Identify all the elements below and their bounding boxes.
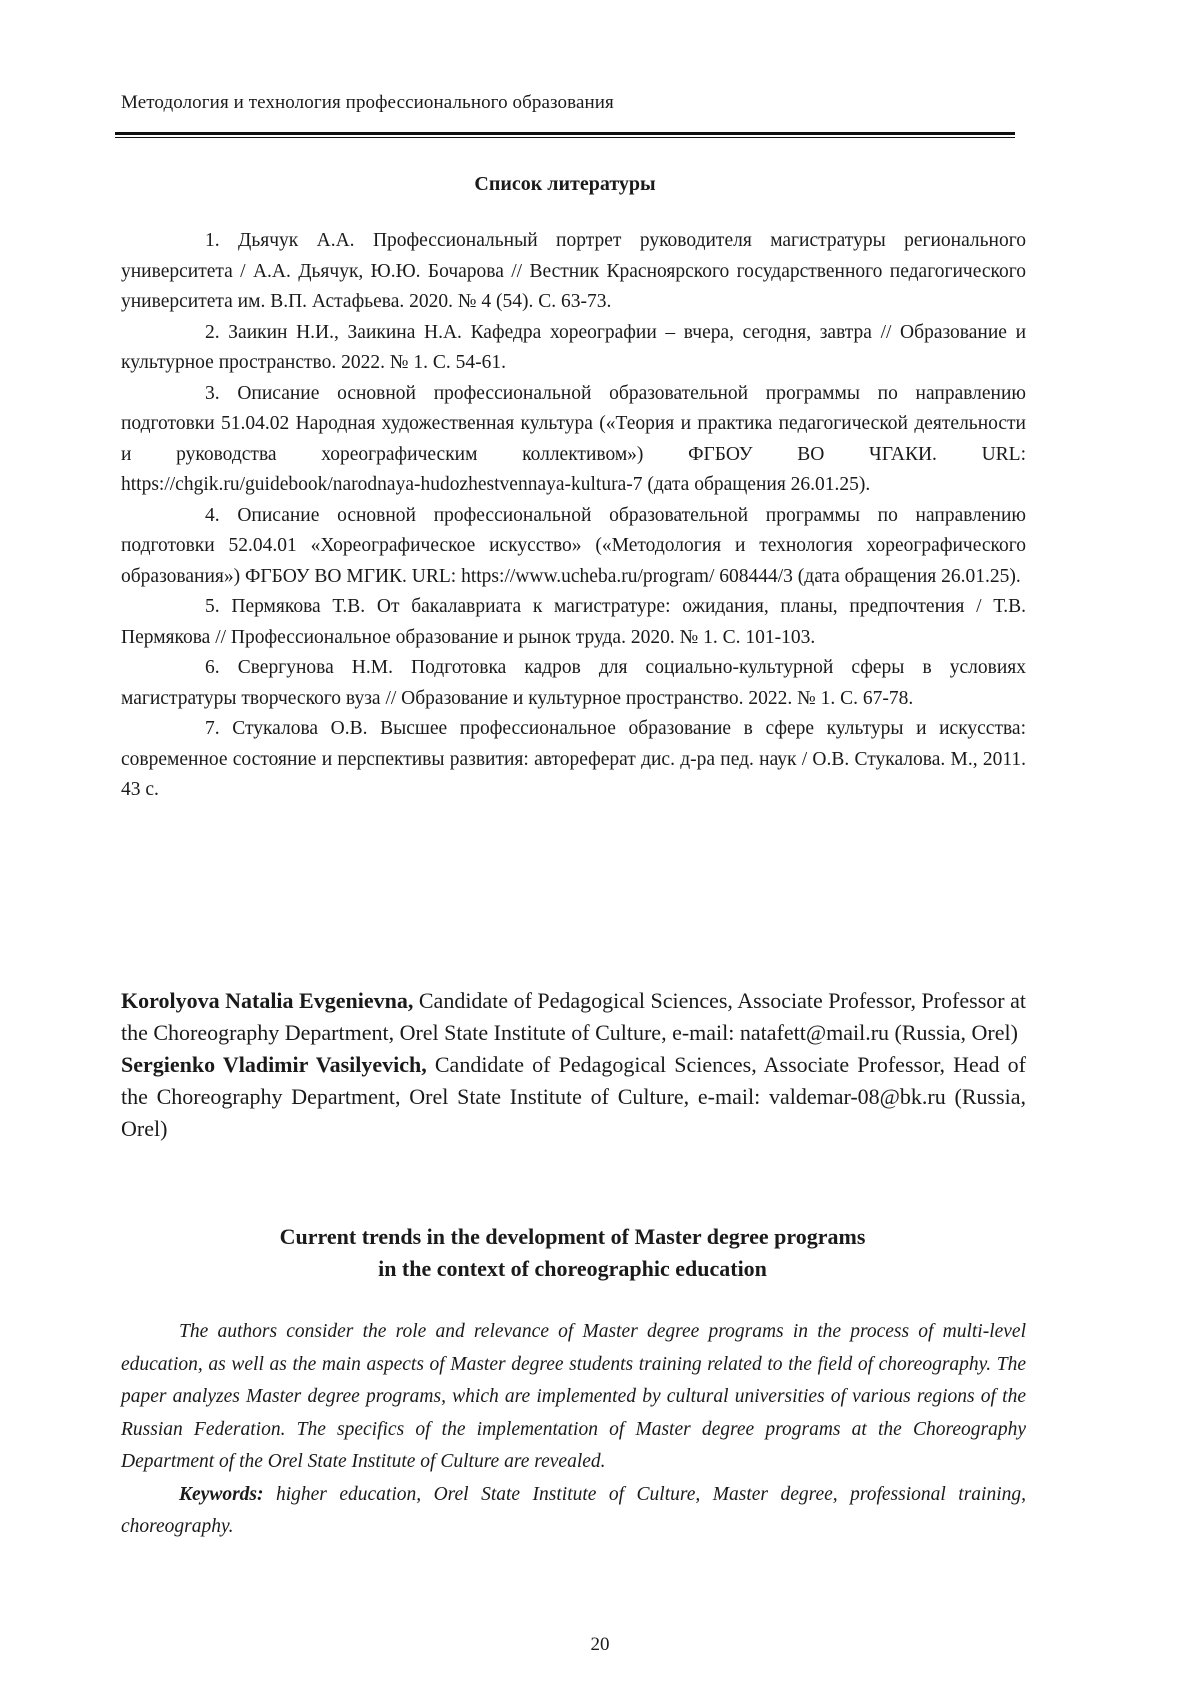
reference-text: Описание основной профессиональной образовательной программы по направлению подготовки 51.04.02 Народная художественная культура («Теория и практика педагогической деятельности и руководства хореографическим коллективом») ФГБОУ ВО ЧГАКИ. URL: https://chgik.ru/guidebook/narodnaya-hudozhestvennaya-kultura-7 (дата обращения 26.01.25). <box>121 382 1026 495</box>
author-details: Candidate of Pedagogical Sciences, Associate Professor, Professor at the Choreography Department, Orel State Institute of Culture, e-mail: natafett@mail.ru (Russia, Orel) <box>121 988 1026 1045</box>
header-rule-thick <box>115 132 1015 135</box>
author-name: Sergienko Vladimir Vasilyevich, <box>121 1052 427 1077</box>
author-details: Candidate of Pedagogical Sciences, Associate Professor, Head of the Choreography Department, Orel State Institute of Culture, e-mail: valdemar-08@bk.ru (Russia, Orel) <box>121 1052 1026 1141</box>
english-title-line: Current trends in the development of Master degree programs <box>279 1224 866 1249</box>
reference-item <box>121 226 1026 318</box>
reference-number: 5. <box>205 596 220 617</box>
header-rule-thin <box>115 137 1015 138</box>
references-heading: Список литературы <box>474 173 656 195</box>
reference-text: Дьячук А.А. Профессиональный портрет руководителя магистратуры регионального университета / А.А. Дьячук, Ю.Ю. Бочарова // Вестник Красноярского государственного педагогического университета им. В.П. Астафьева. 2020. № 4 (54). С. 63-73. <box>121 230 1027 312</box>
references-list <box>121 226 1026 806</box>
running-head: Методология и технология профессионального образования <box>121 92 614 113</box>
author-info <box>121 985 1026 1145</box>
author-entry <box>121 985 1026 1049</box>
reference-text: Заикин Н.И., Заикина Н.А. Кафедра хореографии – вчера, сегодня, завтра // Образование и культурное пространство. 2022. № 1. С. 54-61. <box>121 321 1027 373</box>
reference-number: 3. <box>205 382 220 404</box>
page-number: 20 <box>590 1634 610 1655</box>
english-title <box>115 1221 1030 1285</box>
author-name: Korolyova Natalia Evgenievna, <box>121 988 414 1013</box>
keywords-line <box>121 1479 1026 1544</box>
reference-text: Свергунова Н.М. Подготовка кадров для социально-культурной сферы в условиях магистратуры творческого вуза // Образование и культурное пространство. 2022. № 1. С. 67-78. <box>121 657 1026 709</box>
keywords-label: Keywords: <box>179 1483 264 1505</box>
reference-text: Описание основной профессиональной образовательной программы по направлению подготовки 52.04.01 «Хореографическое искусство» («Методология и технология хореографического образования») ФГБОУ ВО МГИК. URL: https://www.ucheba.ru/program/ 608444/3 (дата обращения 26.01.25). <box>121 504 1026 587</box>
reference-item <box>121 592 1026 653</box>
reference-number: 1. <box>205 230 220 251</box>
english-title-line: in the context of choreographic education <box>378 1256 767 1281</box>
reference-number: 2. <box>205 321 220 343</box>
abstract <box>121 1316 1026 1544</box>
reference-text: Пермякова Т.В. От бакалавриата к магистратуре: ожидания, планы, предпочтения / Т.В. Пермякова // Профессиональное образование и рынок труда. 2020. № 1. С. 101-103. <box>121 596 1026 648</box>
reference-item <box>121 318 1026 379</box>
abstract-text: The authors consider the role and relevance of Master degree programs in the process of multi-level education, as well as the main aspects of Master degree students training related to the field of choreography. The paper analyzes Master degree programs, which are implemented by cultural universities of various regions of the Russian Federation. The specifics of the implementation of Master degree programs at the Choreography Department of the Orel State Institute of Culture are revealed. <box>121 1321 1026 1472</box>
author-entry <box>121 1049 1026 1145</box>
reference-item <box>121 379 1026 501</box>
keywords-text: higher education, Orel State Institute of Culture, Master degree, professional training, choreography. <box>121 1483 1026 1537</box>
reference-text: Стукалова О.В. Высшее профессиональное образование в сфере культуры и искусства: современное состояние и перспективы развития: автореферат дис. д-ра пед. наук / О.В. Стукалова. М., 2011. 43 с. <box>121 718 1026 800</box>
reference-number: 7. <box>205 718 220 739</box>
reference-number: 6. <box>205 657 220 678</box>
reference-number: 4. <box>205 504 220 526</box>
reference-item <box>121 714 1026 806</box>
reference-item <box>121 653 1026 714</box>
reference-item <box>121 501 1026 593</box>
